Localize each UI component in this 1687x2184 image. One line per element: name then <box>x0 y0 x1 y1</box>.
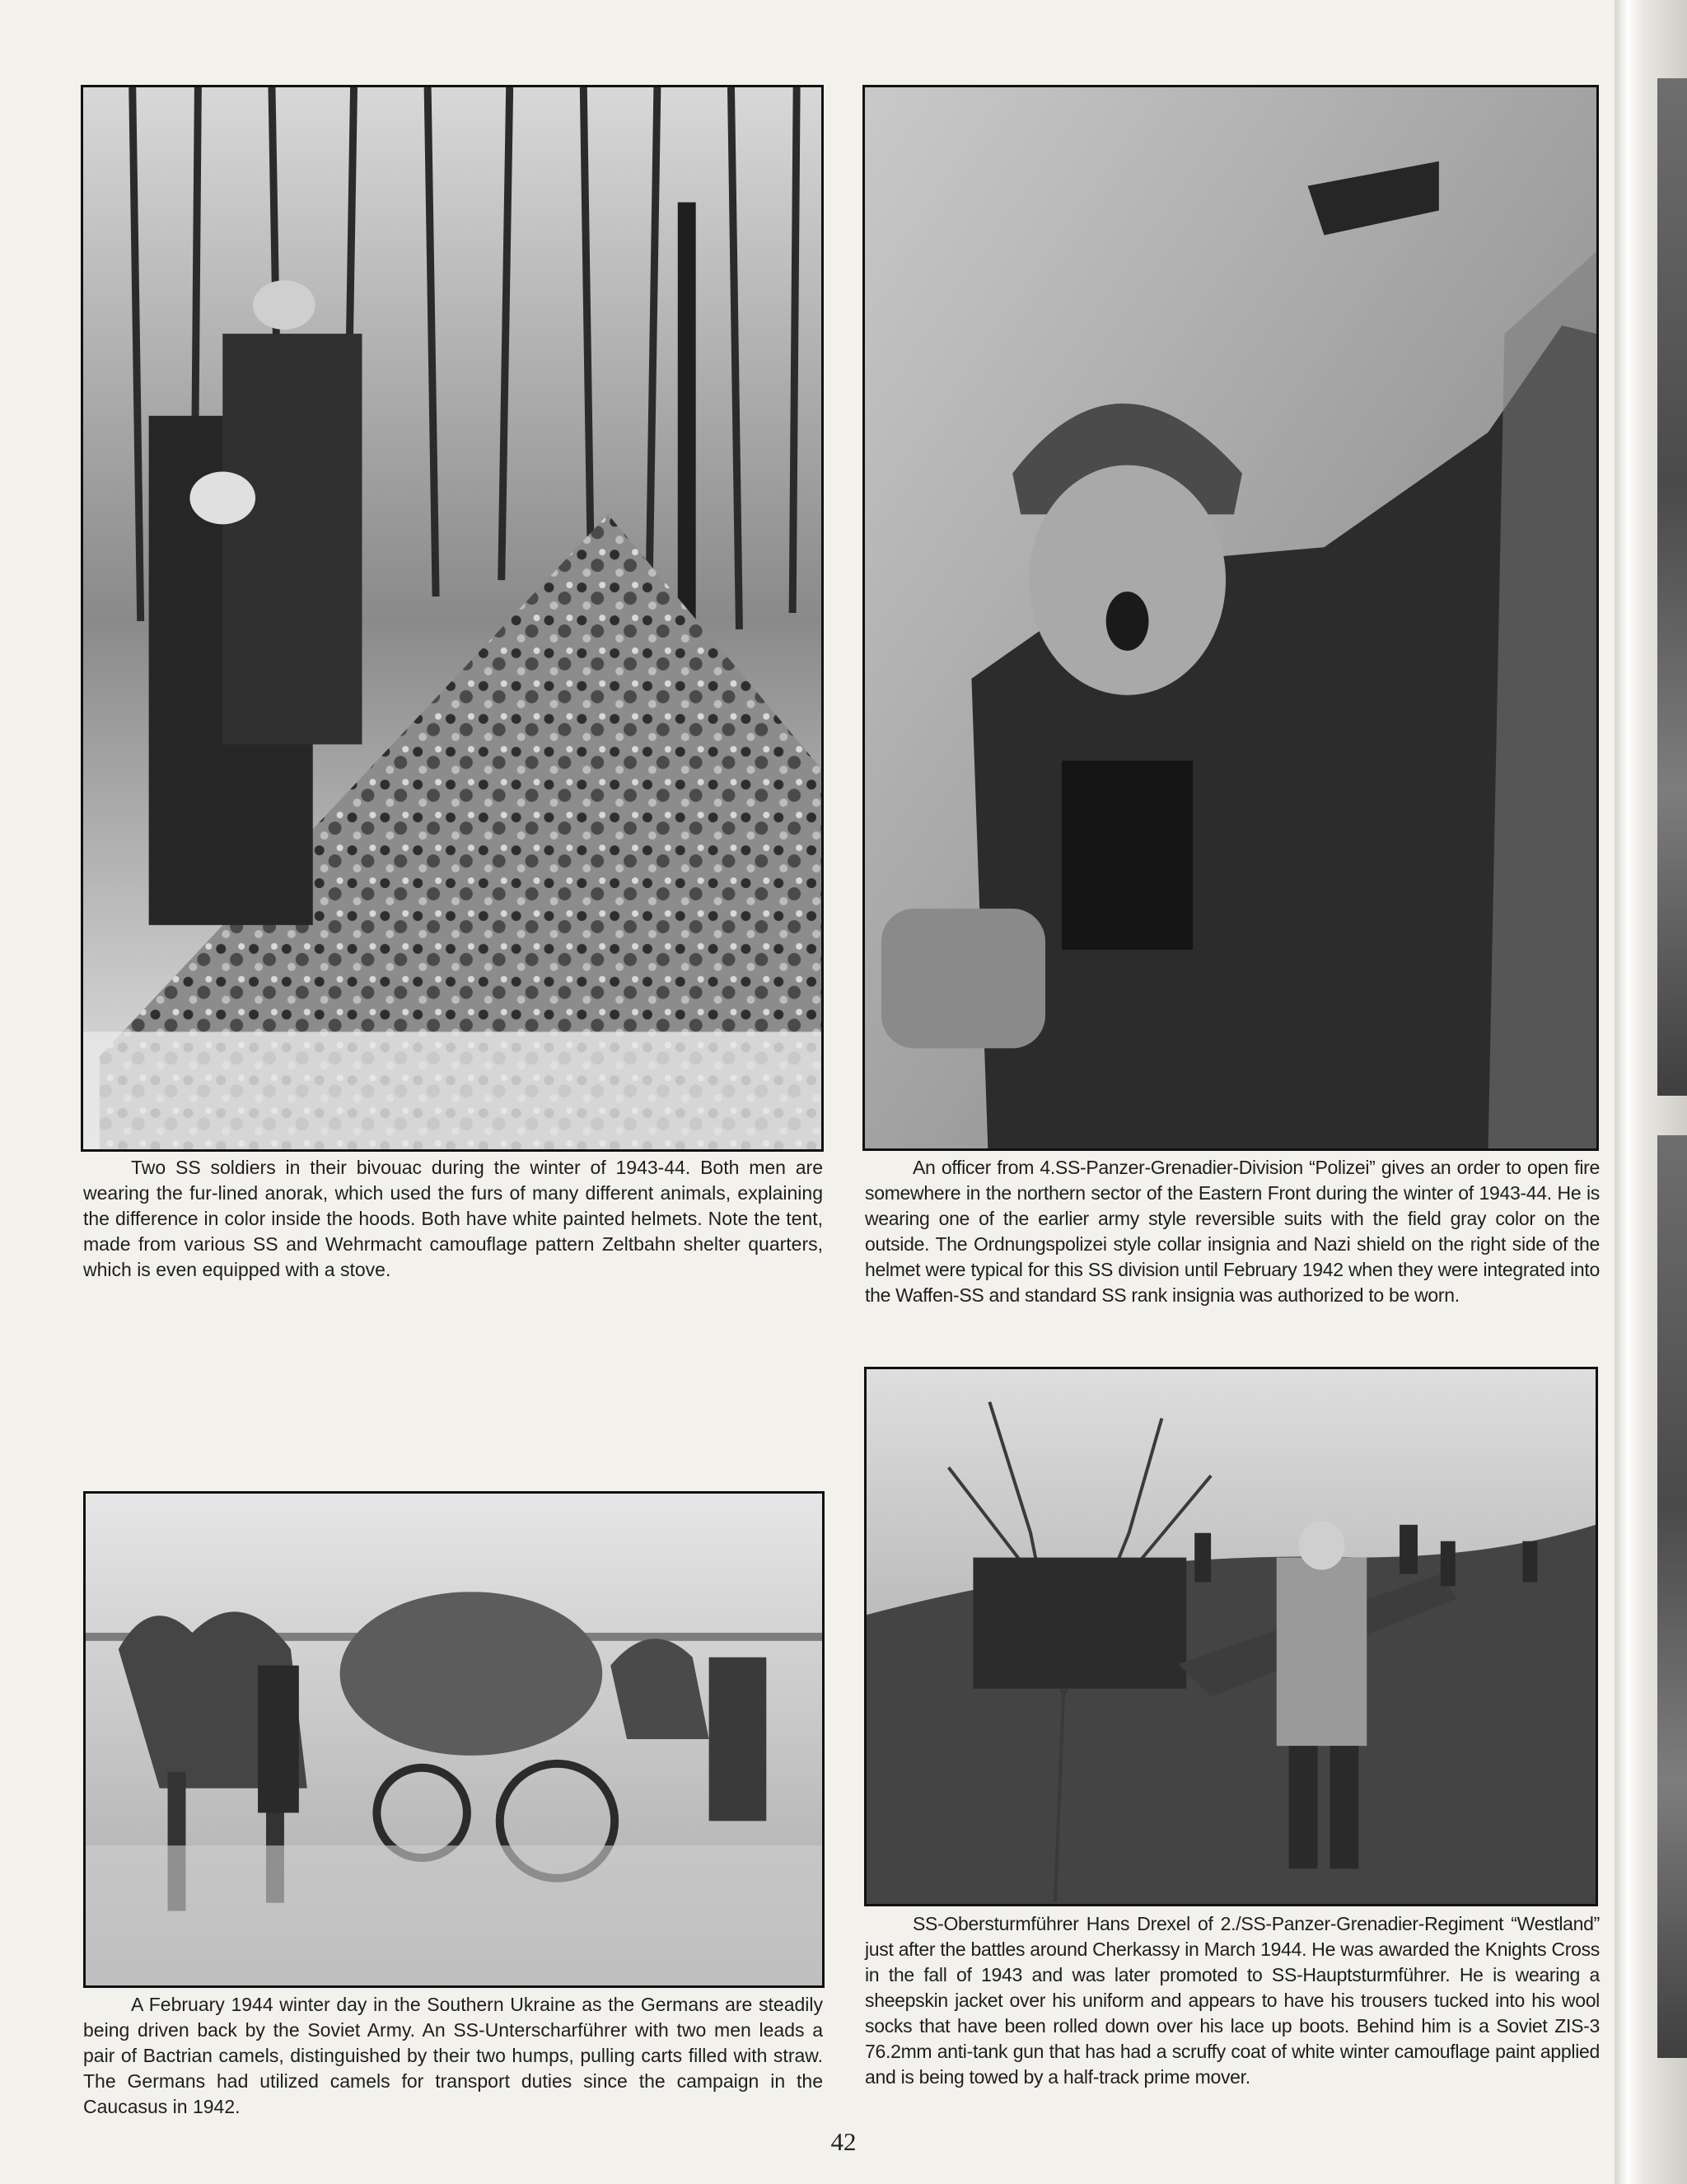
facing-page-photo-edge-top <box>1657 78 1687 1096</box>
drexel-caption: SS-Obersturmführer Hans Drexel of 2./SS-Panzer-Grenadier-Regiment “Westland” just after the battles around Cherkassy in March 1944. He was awarded the Knights Cross in the fall of 1943 and was later promoted to SS-Hauptsturmführer. He is wearing a sheepskin jacket over his uniform and appears to have his trousers tucked into his wool socks that have been rolled down over his lace up boots. Behind him is a Soviet ZIS-3 76.2mm anti-tank gun that has had a scruffy coat of white winter camouflage paint applied and is being towed by a half-track prime mover. <box>865 1913 1600 2088</box>
bivouac-caption: Two SS soldiers in their bivouac during the winter of 1943-44. Both men are wearing the fur-lined anorak, which used the furs of many different animals, explaining the difference in color inside the hoods. Both have white painted helmets. Note the tent, made from various SS and Wehrmacht camouflage pattern Zeltbahn shelter quarters, which is even equipped with a stove. <box>83 1157 823 1280</box>
facing-page-photo-edge-bottom <box>1657 1135 1687 2058</box>
bivouac-photo <box>81 85 824 1152</box>
officer-caption: An officer from 4.SS-Panzer-Grenadier-Division “Polizei” gives an order to open fire somewhere in the northern sector of the Eastern Front during the winter of 1943-44. He is wearing one of the earlier army style reversible suits with the field gray color on the outside. The Ordnungspolizei style collar insignia and Nazi shield on the right side of the helmet were typical for this SS division until February 1942 when they were integrated into the Waffen-SS and standard SS rank insignia was authorized to be worn. <box>865 1157 1600 1306</box>
officer-photo <box>862 85 1599 1151</box>
camels-photo <box>83 1491 825 1988</box>
page-number: 42 <box>830 2127 857 2156</box>
camels-caption: A February 1944 winter day in the Southern Ukraine as the Germans are steadily being driven back by the Soviet Army. An SS-Unterscharführer with two men leads a pair of Bactrian camels, distinguished by their two humps, pulling carts filled with straw. The Germans had utilized camels for transport duties since the campaign in the Caucasus in 1942. <box>83 1994 823 2117</box>
drexel-photo <box>864 1367 1598 1906</box>
